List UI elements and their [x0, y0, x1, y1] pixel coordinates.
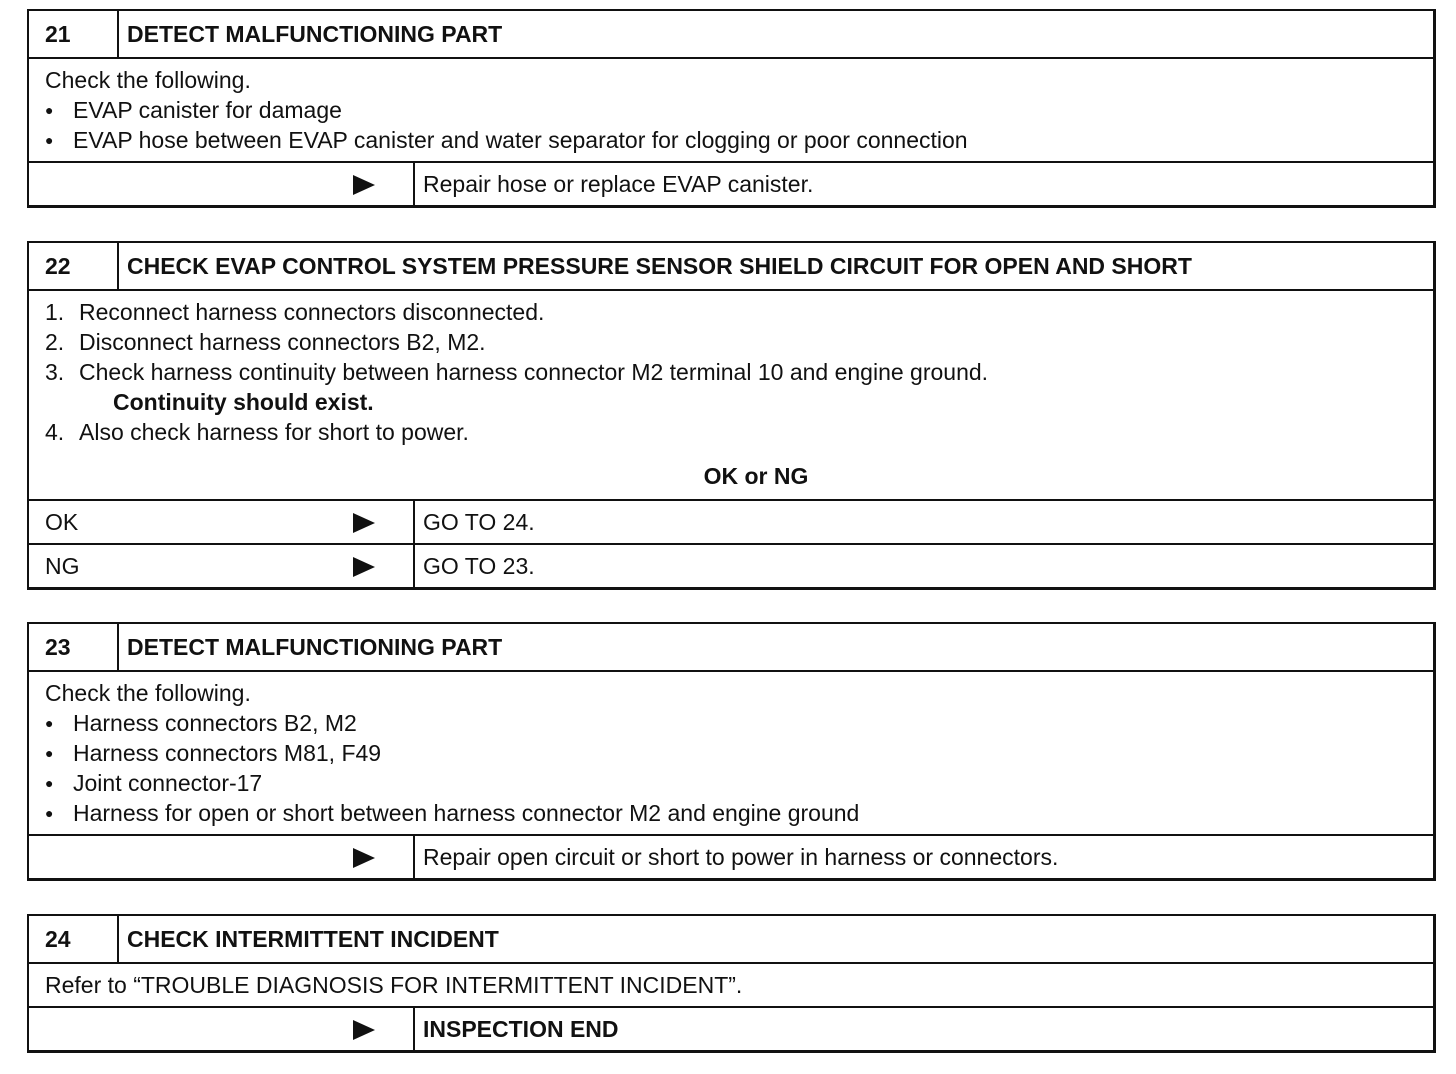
step-23 — [27, 622, 1436, 881]
step-title: CHECK INTERMITTENT INCIDENT — [127, 926, 499, 952]
result-label — [29, 1008, 415, 1050]
item-text: Check harness continuity between harness connector M2 terminal 10 and engine ground. — [79, 359, 989, 385]
numbered-item — [45, 297, 1417, 327]
result-label — [29, 501, 415, 543]
step-number: 21 — [29, 11, 119, 57]
result-text: INSPECTION END — [423, 1016, 619, 1042]
step-24 — [27, 914, 1436, 1053]
step-number: 22 — [29, 243, 119, 289]
bullet-item: ● Harness connectors M81, F49 — [45, 738, 1417, 768]
step-21 — [27, 9, 1436, 208]
result-text: GO TO 23. — [423, 553, 535, 579]
result-text: GO TO 24. — [423, 509, 535, 535]
step-header — [29, 243, 1433, 291]
item-number: 3. — [45, 359, 65, 385]
arrow-right-icon — [353, 513, 375, 533]
step-header — [29, 916, 1433, 964]
step-22 — [27, 241, 1436, 590]
step-body — [29, 964, 1433, 1008]
arrow-right-icon — [353, 848, 375, 868]
bullet-item: ● Harness for open or short between harness connector M2 and engine ground — [45, 798, 1417, 828]
step-number: 23 — [29, 624, 119, 670]
step-intro: Check the following. — [45, 67, 251, 93]
arrow-right-icon — [353, 1020, 375, 1040]
step-header — [29, 624, 1433, 672]
ok-or-ng-question: OK or NG — [703, 463, 809, 489]
step-title: CHECK EVAP CONTROL SYSTEM PRESSURE SENSOR SHIELD CIRCUIT FOR OPEN AND SHORT — [127, 253, 1192, 279]
bullet-item: ● Joint connector-17 — [45, 768, 1417, 798]
result-row — [29, 163, 1433, 205]
ok-label: OK — [45, 509, 79, 535]
continuity-note: Continuity should exist. — [113, 389, 374, 415]
result-row — [29, 836, 1433, 878]
step-body — [29, 291, 1433, 501]
result-text: Repair hose or replace EVAP canister. — [423, 171, 814, 197]
item-number: 4. — [45, 419, 65, 445]
step-intro: Refer to “TROUBLE DIAGNOSIS FOR INTERMITTENT INCIDENT”. — [45, 972, 743, 998]
result-row — [29, 1008, 1433, 1050]
ng-label: NG — [45, 553, 80, 579]
item-number: 2. — [45, 329, 65, 355]
step-number: 24 — [29, 916, 119, 962]
result-label — [29, 545, 415, 587]
step-title: DETECT MALFUNCTIONING PART — [127, 21, 503, 47]
step-intro: Check the following. — [45, 680, 251, 706]
result-row-ng — [29, 543, 1433, 587]
result-label — [29, 163, 415, 205]
step-title: DETECT MALFUNCTIONING PART — [127, 634, 503, 660]
result-label — [29, 836, 415, 878]
item-text: Reconnect harness connectors disconnected. — [79, 299, 545, 325]
item-text: Also check harness for short to power. — [79, 419, 469, 445]
numbered-item — [45, 327, 1417, 357]
arrow-right-icon — [353, 175, 375, 195]
item-number: 1. — [45, 299, 65, 325]
bullet-item: ● EVAP canister for damage — [45, 95, 1417, 125]
result-text: Repair open circuit or short to power in harness or connectors. — [423, 844, 1059, 870]
arrow-right-icon — [353, 557, 375, 577]
item-text: Disconnect harness connectors B2, M2. — [79, 329, 486, 355]
numbered-item — [45, 357, 1417, 387]
bullet-item: ● EVAP hose between EVAP canister and water separator for clogging or poor connection — [45, 125, 1417, 155]
bullet-item: ● Harness connectors B2, M2 — [45, 708, 1417, 738]
step-body — [29, 59, 1433, 163]
numbered-item — [45, 417, 1417, 447]
step-header — [29, 11, 1433, 59]
step-body — [29, 672, 1433, 836]
result-row-ok — [29, 501, 1433, 543]
